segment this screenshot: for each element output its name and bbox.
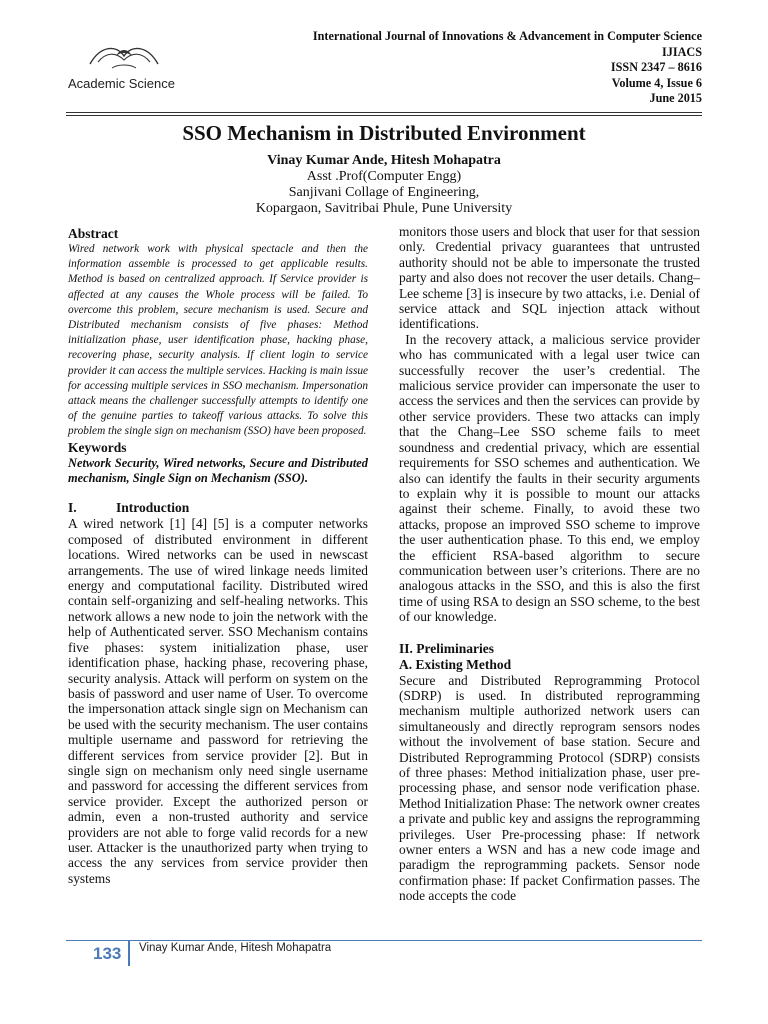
right-paragraph-3: Secure and Distributed Reprogramming Protocol (SDRP) is used. In distributed reprogramming mechanism multiple authorized network users can simultaneously and directly reprogram sensors nodes without the involvement of base station. Secure and Distributed Reprogramming Protocol (SDRP) consists of three phases: Method initialization phase, user pre-processing phase, and sensor node verification phase. Method Initialization Phase: The network owner creates a private and public key and assigns the reprogramming privileges. User Pre-processing phase: If network owner enters a WSN and has a new code image and paradigm the reprogramming packets. Sensor node confirmation phase: If packet Confirmation passes. The node accepts the code (399, 672, 700, 904)
footer-authors: Vinay Kumar Ande, Hitesh Mohapatra (139, 942, 332, 954)
author-location: Kopargaon, Savitribai Phule, Pune University (255, 201, 513, 216)
logo-text: Academic Science (68, 76, 175, 91)
author-position: Asst .Prof(Computer Engg) (306, 169, 462, 184)
right-paragraph-2: In the recovery attack, a malicious service provider who has communicated with a legal user twice can successfully recover the user’s credential. The malicious service provider can impersonate the user to access the services and then the services can provide by other service providers. These two attacks can imply that the Chang–Lee SSO scheme fails to meet soundness and credential privacy, which are essential requirements for SSO schemes and authentication. We also can identify the faults in their security arguments to explain why it is possible to mount our attacks against their scheme. Finally, to avoid these two attacks, propose an improved SSO scheme to improve the user authentication phase. To this end, we employ the efficient RSA-based algorithm to secure communication between user’s criterions. There are no analogous attacks in the SSO, and this is also the first time of using RSA to design an SSO scheme, to the best of our knowledge. (399, 331, 704, 625)
header-rule-bottom (66, 115, 702, 116)
journal-date: June 2015 (649, 91, 702, 106)
journal-name: International Journal of Innovations & Advancement in Computer Science (312, 29, 702, 43)
introduction-heading (68, 500, 368, 516)
subsection-heading: A. Existing Method (399, 656, 512, 672)
section2-heading: II. Preliminaries (399, 640, 494, 656)
left-column (68, 226, 368, 886)
journal-abbr: IJIACS (662, 44, 702, 59)
footer-rule (66, 940, 702, 941)
header-rule-top (66, 112, 702, 113)
keywords-text: Network Security, Wired networks, Secure and Distributed mechanism, Single Sign on Mechanism (SSO). (68, 455, 368, 486)
abstract-heading: Abstract (68, 226, 119, 241)
author-names: Vinay Kumar Ande, Hitesh Mohapatra (267, 153, 501, 168)
introduction-number: I. (68, 500, 77, 516)
keywords-heading: Keywords (68, 439, 127, 455)
footer-divider (128, 940, 130, 966)
page-number: 133 (93, 944, 122, 963)
journal-header (313, 29, 702, 107)
introduction-text: A wired network [1] [4] [5] is a computer networks composed of distributed environment in different locations. Wired networks can be used in newscast arrangements. The use of wired linkage needs limited energy and computational facility. Distributed wired contain self-organizing and self-healing networks. This network allows a new node to join the network with the help of Authenticated server. SSO Mechanism contains five phases: system initialization phase, user identification phase, hacking phase, recovering phase, security analysis. Attack will perform on system on the basis of password and user name of User. To overcome the impersonation attack single sign on Mechanism can be used with the security mechanism. The user contains multiple username and password for retrieving the different services from service provider [2]. But in single sign on mechanism only need single username and password for accessing the different services from service provider. Except the authorized person or admin, even a non-trusted authority and service providers are not able to forge valid records for a new user. Attacker is the unauthorized party when trying to access the any services from service provider then systems (68, 516, 368, 886)
publisher-logo (68, 38, 180, 94)
introduction-title: Introduction (116, 500, 190, 516)
right-column (399, 224, 704, 904)
right-paragraph-1: monitors those users and block that user for that session only. Credential privacy guarantees that untrusted authority should not be able to impersonate the trusted party and also does not recover the user details. Chang–Lee scheme [3] is insecure by two attacks, i.e. Denial of service attack and SQL injection attack without identifications. (399, 224, 700, 332)
journal-volume: Volume 4, Issue 6 (611, 75, 702, 90)
paper-title: SSO Mechanism in Distributed Environment (182, 121, 586, 145)
journal-issn: ISSN 2347 – 8616 (610, 60, 702, 75)
author-block (0, 153, 768, 217)
academic-science-logo-icon (82, 38, 166, 74)
author-college: Sanjivani Collage of Engineering, (288, 185, 480, 200)
abstract-text: Wired network work with physical spectacle and then the information assemble is processed to get applicable results. Method is based on centralized approach. If Service provider is affected at any causes the Whole process will be failed. To overcome this problem, secure mechanism is used. Secure and Distributed mechanism consists of five phases: Method initialization phase, user identification phase, hacking phase, recovering phase, security analysis. If client login to service provider it can access the multiple services. Hacking is main issue for accessing multiple services in SSO mechanism. Impersonation attack means the challenger successfully attempts to identify one of the genuine parties to takeoff various attacks. To solve this problem the single sign on mechanism (SSO) have been proposed. (68, 243, 368, 438)
